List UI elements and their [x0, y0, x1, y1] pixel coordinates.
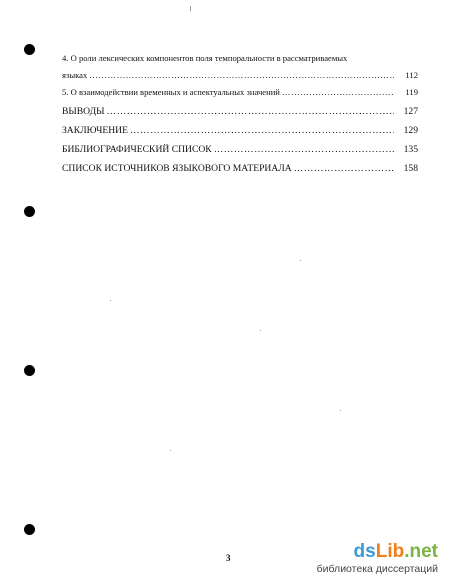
watermark-logo-part: .net: [404, 541, 438, 562]
binder-hole: [24, 44, 35, 55]
toc-entry: [62, 143, 418, 156]
watermark-logo: [317, 542, 438, 562]
toc-entry-page: 112: [405, 70, 418, 80]
toc-entry-page: 135: [403, 144, 418, 155]
dot-leader: [282, 86, 394, 99]
toc-entry-title: СПИСОК ИСТОЧНИКОВ ЯЗЫКОВОГО МАТЕРИАЛА: [62, 163, 292, 174]
watermark-logo-part: Lib: [375, 541, 405, 562]
toc-entry-page: 119: [405, 87, 418, 97]
binder-hole: [24, 206, 35, 217]
dot-leader: [214, 143, 394, 156]
scan-speck: [110, 300, 111, 301]
toc-entry: [62, 124, 418, 137]
table-of-contents: [62, 52, 418, 175]
dot-leader: [130, 124, 394, 137]
dot-leader: [107, 105, 394, 118]
dot-leader: [89, 69, 394, 82]
watermark-subtitle: библиотека диссертаций: [316, 563, 438, 575]
scan-speck: [340, 410, 341, 411]
toc-entry-title: 5. О взаимодействии временных и аспектуальных значений: [62, 87, 280, 97]
toc-entry: [62, 86, 418, 99]
binder-hole: [24, 365, 35, 376]
scan-speck: [300, 260, 301, 261]
toc-entry-page: 127: [403, 106, 418, 117]
dot-leader: [294, 162, 394, 175]
toc-entry-title: БИБЛИОГРАФИЧЕСКИЙ СПИСОК: [62, 144, 212, 155]
scan-speck: [190, 6, 191, 11]
binder-hole: [24, 524, 35, 535]
toc-entry-page: 158: [403, 163, 418, 174]
scan-speck: [260, 330, 261, 331]
toc-entry: [62, 52, 418, 82]
toc-entry: [62, 162, 418, 175]
toc-entry-title-line1: 4. О роли лексических компонентов поля темпоральности в рассматриваемых: [62, 53, 348, 63]
toc-entry-title: ЗАКЛЮЧЕНИЕ: [62, 125, 128, 136]
toc-entry-title: ВЫВОДЫ: [62, 106, 105, 117]
toc-entry-page: 129: [403, 125, 418, 136]
toc-entry-title: языках: [62, 70, 88, 80]
page-number: 3: [226, 553, 231, 563]
watermark-logo-part: ds: [353, 541, 376, 562]
scan-speck: [170, 450, 171, 451]
watermark: [317, 542, 438, 575]
toc-entry: [62, 105, 418, 118]
